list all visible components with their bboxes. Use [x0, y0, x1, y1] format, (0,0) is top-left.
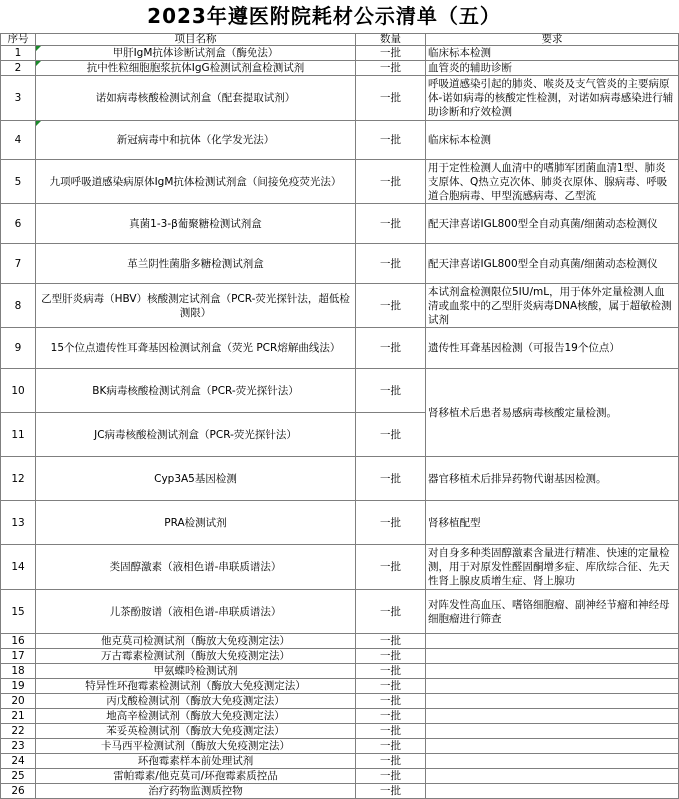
seq-cell[interactable]: 19 — [1, 679, 36, 694]
seq-cell[interactable]: 14 — [1, 545, 36, 590]
table-row — [1, 328, 679, 369]
seq-cell[interactable]: 20 — [1, 694, 36, 709]
header-name: 项目名称 — [36, 34, 356, 46]
name-cell[interactable]: 甲氨蝶呤检测试剂 — [36, 664, 356, 679]
qty-cell[interactable]: 一批 — [356, 709, 426, 724]
table-row — [1, 634, 679, 649]
document-title: 2023年遵医附院耗材公示清单（五） — [147, 4, 501, 28]
req-cell[interactable] — [426, 784, 679, 799]
name-cell[interactable]: 15个位点遗传性耳聋基因检测试剂盒（荧光 PCR熔解曲线法） — [36, 328, 356, 369]
name-cell[interactable]: PRA检测试剂 — [36, 501, 356, 545]
name-cell[interactable]: 抗中性粒细胞胞浆抗体IgG检测试剂盒检测试剂 — [36, 61, 356, 76]
req-cell[interactable]: 肾移植配型 — [426, 501, 679, 545]
qty-cell[interactable]: 一批 — [356, 457, 426, 501]
table-row — [1, 724, 679, 739]
seq-cell[interactable]: 25 — [1, 769, 36, 784]
name-cell[interactable]: 卡马西平检测试剂（酶放大免疫测定法） — [36, 739, 356, 754]
name-cell[interactable]: 苯妥英检测试剂（酶放大免疫测定法） — [36, 724, 356, 739]
seq-cell[interactable]: 6 — [1, 204, 36, 244]
req-cell[interactable] — [426, 160, 679, 204]
table-row — [1, 160, 679, 204]
qty-cell[interactable]: 一批 — [356, 76, 426, 121]
consumables-table — [0, 33, 679, 799]
req-cell[interactable] — [426, 769, 679, 784]
seq-cell[interactable]: 9 — [1, 328, 36, 369]
qty-cell[interactable]: 一批 — [356, 369, 426, 413]
req-cell[interactable]: 肾移植术后患者易感病毒核酸定量检测。 — [426, 369, 679, 457]
req-cell[interactable] — [426, 545, 679, 590]
header-row — [1, 34, 679, 46]
header-seq: 序号 — [1, 34, 36, 46]
req-cell[interactable]: 遗传性耳聋基因检测（可报告19个位点） — [426, 328, 679, 369]
seq-cell[interactable]: 11 — [1, 413, 36, 457]
seq-cell[interactable]: 12 — [1, 457, 36, 501]
seq-cell[interactable]: 1 — [1, 46, 36, 61]
qty-cell[interactable]: 一批 — [356, 545, 426, 590]
table-row — [1, 754, 679, 769]
qty-cell[interactable]: 一批 — [356, 724, 426, 739]
name-cell[interactable]: 革兰阴性菌脂多糖检测试剂盒 — [36, 244, 356, 284]
req-cell[interactable]: 临床标本检测 — [426, 121, 679, 160]
req-cell[interactable] — [426, 679, 679, 694]
seq-cell[interactable]: 26 — [1, 784, 36, 799]
name-cell[interactable]: 治疗药物监测质控物 — [36, 784, 356, 799]
table-row — [1, 784, 679, 799]
seq-cell[interactable]: 2 — [1, 61, 36, 76]
req-cell[interactable]: 器官移植术后排异药物代谢基因检测。 — [426, 457, 679, 501]
table-row — [1, 121, 679, 160]
req-cell[interactable] — [426, 709, 679, 724]
req-cell[interactable]: 临床标本检测 — [426, 46, 679, 61]
seq-cell[interactable]: 23 — [1, 739, 36, 754]
qty-cell[interactable]: 一批 — [356, 501, 426, 545]
seq-cell[interactable]: 8 — [1, 284, 36, 328]
qty-cell[interactable]: 一批 — [356, 694, 426, 709]
name-cell[interactable]: 诺如病毒核酸检测试剂盒（配套提取试剂） — [36, 76, 356, 121]
req-text: 用于定性检测人血清中的嗜肺军团菌血清1型、肺炎支原体、Q热立克次体、肺炎衣原体、腺病毒、呼吸道合胞病毒、甲型流感病毒、乙型流 — [428, 161, 668, 202]
req-cell[interactable]: 配天津喜诺IGL800型全自动真菌/细菌动态检测仪 — [426, 244, 679, 284]
qty-cell[interactable]: 一批 — [356, 244, 426, 284]
name-cell[interactable]: 甲肝IgM抗体诊断试剂盒（酶免法） — [36, 46, 356, 61]
table-row — [1, 369, 679, 413]
req-text: 本试剂盒检测限位5IU/mL，用于体外定量检测人血清或血浆中的乙型肝炎病毒DNA核酸，属于超敏检测试剂 — [428, 285, 672, 326]
seq-cell[interactable]: 24 — [1, 754, 36, 769]
table-row — [1, 694, 679, 709]
table-row — [1, 204, 679, 244]
name-cell[interactable]: 真菌1-3-β葡聚糖检测试剂盒 — [36, 204, 356, 244]
name-cell[interactable]: 类固醇激素（液相色谱-串联质谱法） — [36, 545, 356, 590]
qty-cell[interactable]: 一批 — [356, 634, 426, 649]
name-cell[interactable]: 九项呼吸道感染病原体IgM抗体检测试剂盒（间接免疫荧光法） — [36, 160, 356, 204]
qty-cell[interactable]: 一批 — [356, 784, 426, 799]
req-cell[interactable]: 血管炎的辅助诊断 — [426, 61, 679, 76]
req-cell[interactable] — [426, 664, 679, 679]
seq-cell[interactable]: 5 — [1, 160, 36, 204]
seq-cell[interactable]: 16 — [1, 634, 36, 649]
name-cell[interactable]: 万古霉素检测试剂（酶放大免疫测定法） — [36, 649, 356, 664]
seq-cell[interactable]: 15 — [1, 590, 36, 634]
name-cell[interactable]: 新冠病毒中和抗体（化学发光法） — [36, 121, 356, 160]
table-row — [1, 457, 679, 501]
name-cell[interactable]: JC病毒核酸检测试剂盒（PCR-荧光探针法） — [36, 413, 356, 457]
table-row — [1, 284, 679, 328]
qty-cell[interactable]: 一批 — [356, 160, 426, 204]
qty-cell[interactable]: 一批 — [356, 769, 426, 784]
req-cell[interactable] — [426, 739, 679, 754]
header-qty: 数量 — [356, 34, 426, 46]
req-cell[interactable]: 配天津喜诺IGL800型全自动真菌/细菌动态检测仪 — [426, 204, 679, 244]
qty-cell[interactable]: 一批 — [356, 284, 426, 328]
qty-cell[interactable]: 一批 — [356, 649, 426, 664]
qty-cell[interactable]: 一批 — [356, 590, 426, 634]
req-cell[interactable] — [426, 649, 679, 664]
table-row — [1, 545, 679, 590]
req-cell[interactable] — [426, 76, 679, 121]
table-row — [1, 244, 679, 284]
table-row — [1, 590, 679, 634]
table-row — [1, 76, 679, 121]
qty-cell[interactable]: 一批 — [356, 328, 426, 369]
seq-cell[interactable]: 4 — [1, 121, 36, 160]
table-row — [1, 61, 679, 76]
name-cell[interactable]: 乙型肝炎病毒（HBV）核酸测定试剂盒（PCR-荧光探针法，超低检测限） — [36, 284, 356, 328]
seq-cell[interactable]: 18 — [1, 664, 36, 679]
req-cell[interactable] — [426, 724, 679, 739]
table-row — [1, 501, 679, 545]
table-row — [1, 739, 679, 754]
name-cell[interactable]: BK病毒核酸检测试剂盒（PCR-荧光探针法） — [36, 369, 356, 413]
seq-cell[interactable]: 10 — [1, 369, 36, 413]
qty-cell[interactable]: 一批 — [356, 413, 426, 457]
name-cell[interactable]: 环孢霉素样本前处理试剂 — [36, 754, 356, 769]
qty-cell[interactable]: 一批 — [356, 46, 426, 61]
qty-cell[interactable]: 一批 — [356, 61, 426, 76]
qty-cell[interactable]: 一批 — [356, 754, 426, 769]
name-cell[interactable]: 丙戊酸检测试剂（酶放大免疫测定法） — [36, 694, 356, 709]
qty-cell[interactable]: 一批 — [356, 664, 426, 679]
table-row — [1, 46, 679, 61]
header-req: 要求 — [426, 34, 679, 46]
table-row — [1, 769, 679, 784]
req-cell[interactable] — [426, 284, 679, 328]
name-cell[interactable]: 雷帕霉素/他克莫司/环孢霉素质控品 — [36, 769, 356, 784]
qty-cell[interactable]: 一批 — [356, 739, 426, 754]
seq-cell[interactable]: 17 — [1, 649, 36, 664]
seq-cell[interactable]: 3 — [1, 76, 36, 121]
req-cell[interactable]: 对阵发性高血压、嗜铬细胞瘤、副神经节瘤和神经母细胞瘤进行筛查 — [426, 590, 679, 634]
name-cell[interactable]: 儿茶酚胺谱（液相色谱-串联质谱法） — [36, 590, 356, 634]
req-cell[interactable] — [426, 634, 679, 649]
name-cell[interactable]: Cyp3A5基因检测 — [36, 457, 356, 501]
name-cell[interactable]: 地高辛检测试剂（酶放大免疫测定法） — [36, 709, 356, 724]
qty-cell[interactable]: 一批 — [356, 204, 426, 244]
table-row — [1, 664, 679, 679]
qty-cell[interactable]: 一批 — [356, 679, 426, 694]
seq-cell[interactable]: 7 — [1, 244, 36, 284]
name-cell[interactable]: 他克莫司检测试剂（酶放大免疫测定法） — [36, 634, 356, 649]
name-cell[interactable]: 特异性环孢霉素检测试剂（酶放大免疫测定法） — [36, 679, 356, 694]
table-row — [1, 679, 679, 694]
seq-cell[interactable]: 22 — [1, 724, 36, 739]
seq-cell[interactable]: 13 — [1, 501, 36, 545]
table-row — [1, 709, 679, 724]
seq-cell[interactable]: 21 — [1, 709, 36, 724]
req-cell[interactable] — [426, 754, 679, 769]
table-row — [1, 649, 679, 664]
qty-cell[interactable]: 一批 — [356, 121, 426, 160]
req-text: 对自身多种类固醇激素含量进行精准、快速的定量检测，用于对原发性醛固酮增多症、库欣综合征、先天性肾上腺皮质增生症、肾上腺功 — [428, 547, 670, 587]
req-cell[interactable] — [426, 694, 679, 709]
req-text: 呼吸道感染引起的肺炎、喉炎及支气管炎的主要病原体-诺如病毒的核酸定性检测，对诺如病毒感染进行辅助诊断和疗效检测 — [428, 78, 674, 118]
